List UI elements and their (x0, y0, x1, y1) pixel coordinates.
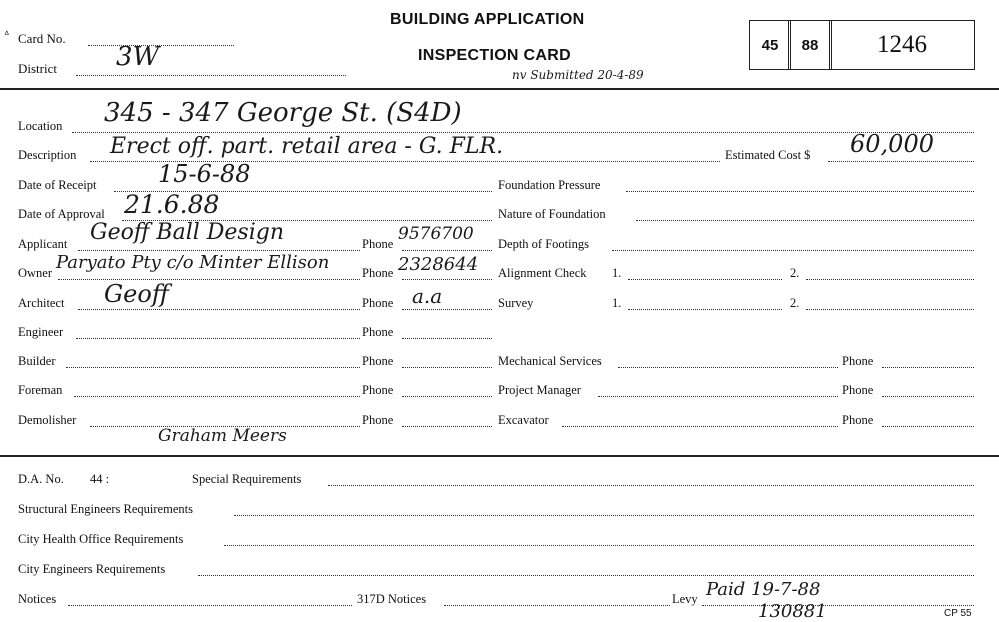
da-no-label: D.A. No. (18, 472, 64, 486)
mechanical-label: Mechanical Services (498, 354, 602, 368)
description-value: Erect off. part. retail area - G. FLR. (110, 134, 504, 159)
demolisher-note: Graham Meers (158, 426, 287, 446)
special-requirements-line (328, 485, 974, 486)
builder-label: Builder (18, 354, 56, 368)
excavator-phone-line (882, 426, 974, 427)
foundation-pressure-line (626, 191, 974, 192)
owner-phone-value: 2328644 (398, 254, 479, 275)
demolisher-phone-line (402, 426, 492, 427)
applicant-label: Applicant (18, 237, 68, 251)
engineers-requirements-label: City Engineers Requirements (18, 562, 166, 576)
district-line (76, 75, 346, 76)
levy-label: Levy (672, 592, 698, 606)
engineer-line (76, 338, 360, 339)
depth-footings-line (612, 250, 974, 251)
date-receipt-value: 15-6-88 (158, 160, 251, 188)
form-code: CP 55 (944, 608, 972, 619)
nature-foundation-label: Nature of Foundation (498, 207, 606, 221)
box-b: 88 (788, 20, 832, 70)
structural-requirements-line (234, 515, 974, 516)
mechanical-phone-line (882, 367, 974, 368)
notices-317d-label: 317D Notices (357, 592, 427, 606)
submitted-note: nv Submitted 20-4-89 (512, 68, 644, 82)
title-line-2: INSPECTION CARD (418, 47, 571, 64)
location-value: 345 - 347 George St. (S4D) (104, 98, 462, 128)
applicant-value: Geoff Ball Design (90, 220, 285, 245)
health-requirements-line (224, 545, 974, 546)
notices-line (68, 605, 352, 606)
district-value: 3W (116, 42, 160, 72)
engineer-label: Engineer (18, 325, 64, 339)
levy-line (702, 605, 974, 606)
demolisher-label: Demolisher (18, 413, 77, 427)
owner-label: Owner (18, 266, 53, 280)
date-approval-label: Date of Approval (18, 207, 105, 221)
title-line-1: BUILDING APPLICATION (390, 11, 585, 28)
architect-line (78, 309, 360, 310)
location-label: Location (18, 119, 63, 133)
tick-mark: ᐞ (4, 30, 10, 41)
alignment-check-label: Alignment Check (498, 266, 587, 280)
mechanical-line (618, 367, 838, 368)
owner-phone-label: Phone (362, 266, 394, 280)
estimated-cost-value: 60,000 (850, 130, 934, 158)
depth-footings-label: Depth of Footings (498, 237, 589, 251)
builder-phone-line (402, 367, 492, 368)
date-approval-value: 21.6.88 (124, 190, 220, 219)
health-requirements-label: City Health Office Requirements (18, 532, 184, 546)
alignment-2-line (806, 279, 974, 280)
survey-1-label: 1. (612, 296, 622, 310)
foreman-phone-line (402, 396, 492, 397)
architect-phone-label: Phone (362, 296, 394, 310)
excavator-line (562, 426, 838, 427)
demolisher-phone-label: Phone (362, 413, 394, 427)
box-c: 1246 (829, 20, 975, 70)
alignment-1-line (628, 279, 782, 280)
architect-label: Architect (18, 296, 65, 310)
survey-2-line (806, 309, 974, 310)
location-line (72, 132, 974, 133)
applicant-line (78, 250, 360, 251)
applicant-phone-value: 9576700 (398, 224, 474, 244)
excavator-label: Excavator (498, 413, 549, 427)
special-requirements-label: Special Requirements (192, 472, 302, 486)
excavator-phone-label: Phone (842, 413, 874, 427)
builder-line (66, 367, 360, 368)
engineer-phone-label: Phone (362, 325, 394, 339)
applicant-phone-label: Phone (362, 237, 394, 251)
project-manager-label: Project Manager (498, 383, 581, 397)
divider-top (0, 88, 999, 90)
notices-label: Notices (18, 592, 57, 606)
box-a: 45 (749, 20, 791, 70)
nature-foundation-line (636, 220, 974, 221)
engineers-requirements-line (198, 575, 974, 576)
project-manager-phone-line (882, 396, 974, 397)
card-no-line (88, 45, 234, 46)
district-label: District (18, 61, 57, 76)
foreman-line (74, 396, 360, 397)
notices-317d-line (444, 605, 670, 606)
survey-1-line (628, 309, 782, 310)
project-manager-line (598, 396, 838, 397)
engineer-phone-line (402, 338, 492, 339)
project-manager-phone-label: Phone (842, 383, 874, 397)
card-no-label: Card No. (18, 31, 66, 46)
estimated-cost-label: Estimated Cost $ (725, 148, 811, 162)
owner-phone-line (402, 279, 492, 280)
levy-value: Paid 19-7-88 (706, 579, 821, 600)
date-receipt-label: Date of Receipt (18, 178, 97, 192)
alignment-2-label: 2. (790, 266, 800, 280)
foundation-pressure-label: Foundation Pressure (498, 178, 601, 192)
architect-value: Geoff (104, 280, 169, 308)
mechanical-phone-label: Phone (842, 354, 874, 368)
divider-bottom (0, 455, 999, 457)
foreman-phone-label: Phone (362, 383, 394, 397)
survey-label: Survey (498, 296, 534, 310)
foreman-label: Foreman (18, 383, 63, 397)
architect-phone-value: a.a (412, 284, 443, 308)
estimated-cost-line (828, 161, 974, 162)
levy-number: 130881 (758, 601, 827, 622)
owner-value: Paryato Pty c/o Minter Ellison (56, 252, 330, 273)
structural-requirements-label: Structural Engineers Requirements (18, 502, 193, 516)
architect-phone-line (402, 309, 492, 310)
description-label: Description (18, 148, 77, 162)
builder-phone-label: Phone (362, 354, 394, 368)
alignment-1-label: 1. (612, 266, 622, 280)
da-no-value: 44 : (90, 472, 110, 486)
applicant-phone-line (402, 250, 492, 251)
survey-2-label: 2. (790, 296, 800, 310)
